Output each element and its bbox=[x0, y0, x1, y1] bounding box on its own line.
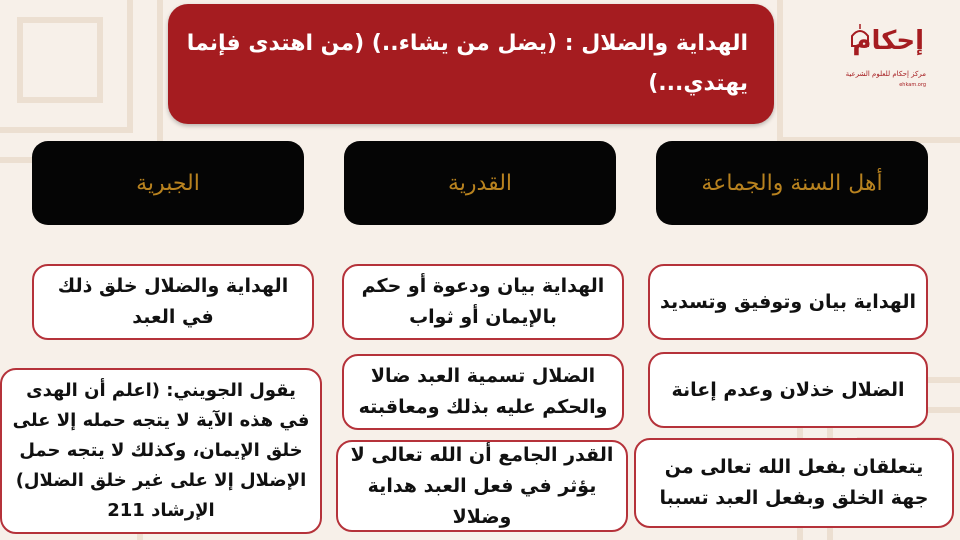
logo-name: إحكام bbox=[852, 26, 924, 56]
logo-subtitle: مركز إحكام للعلوم الشرعية bbox=[845, 70, 926, 78]
header-qadariyya: القدرية bbox=[344, 141, 616, 225]
header-ahl-alsunna: أهل السنة والجماعة bbox=[656, 141, 928, 225]
card-jabriyya-quote: يقول الجويني: (اعلم أن الهدى في هذه الآية لا يتجه حمله إلا على خلق الإيمان، وكذلك لا يتجه حمل الإضلال إلا على غير خلق الضلال) الإرشاد 211 bbox=[0, 368, 322, 534]
card-qadariyya-misguidance: الضلال تسمية العبد ضالا والحكم عليه بذلك ومعاقبته bbox=[342, 354, 624, 430]
card-jabriyya-definition: الهداية والضلال خلق ذلك في العبد bbox=[32, 264, 314, 340]
card-qadariyya-guidance: الهداية بيان ودعوة أو حكم بالإيمان أو ثواب bbox=[342, 264, 624, 340]
card-sunna-guidance: الهداية بيان وتوفيق وتسديد bbox=[648, 264, 928, 340]
header-jabriyya: الجبرية bbox=[32, 141, 304, 225]
card-qadariyya-summary: القدر الجامع أن الله تعالى لا يؤثر في فعل العبد هداية وضلالا bbox=[336, 440, 628, 532]
slide-title: الهداية والضلال : (يضل من يشاء..) (من اهتدى فإنما يهتدي...) bbox=[168, 4, 774, 124]
card-sunna-misguidance: الضلال خذلان وعدم إعانة bbox=[648, 352, 928, 428]
card-sunna-relation: يتعلقان بفعل الله تعالى من جهة الخلق وبفعل العبد تسببا bbox=[634, 438, 954, 528]
logo bbox=[845, 22, 928, 98]
logo-url: ehkam.org bbox=[899, 82, 926, 88]
